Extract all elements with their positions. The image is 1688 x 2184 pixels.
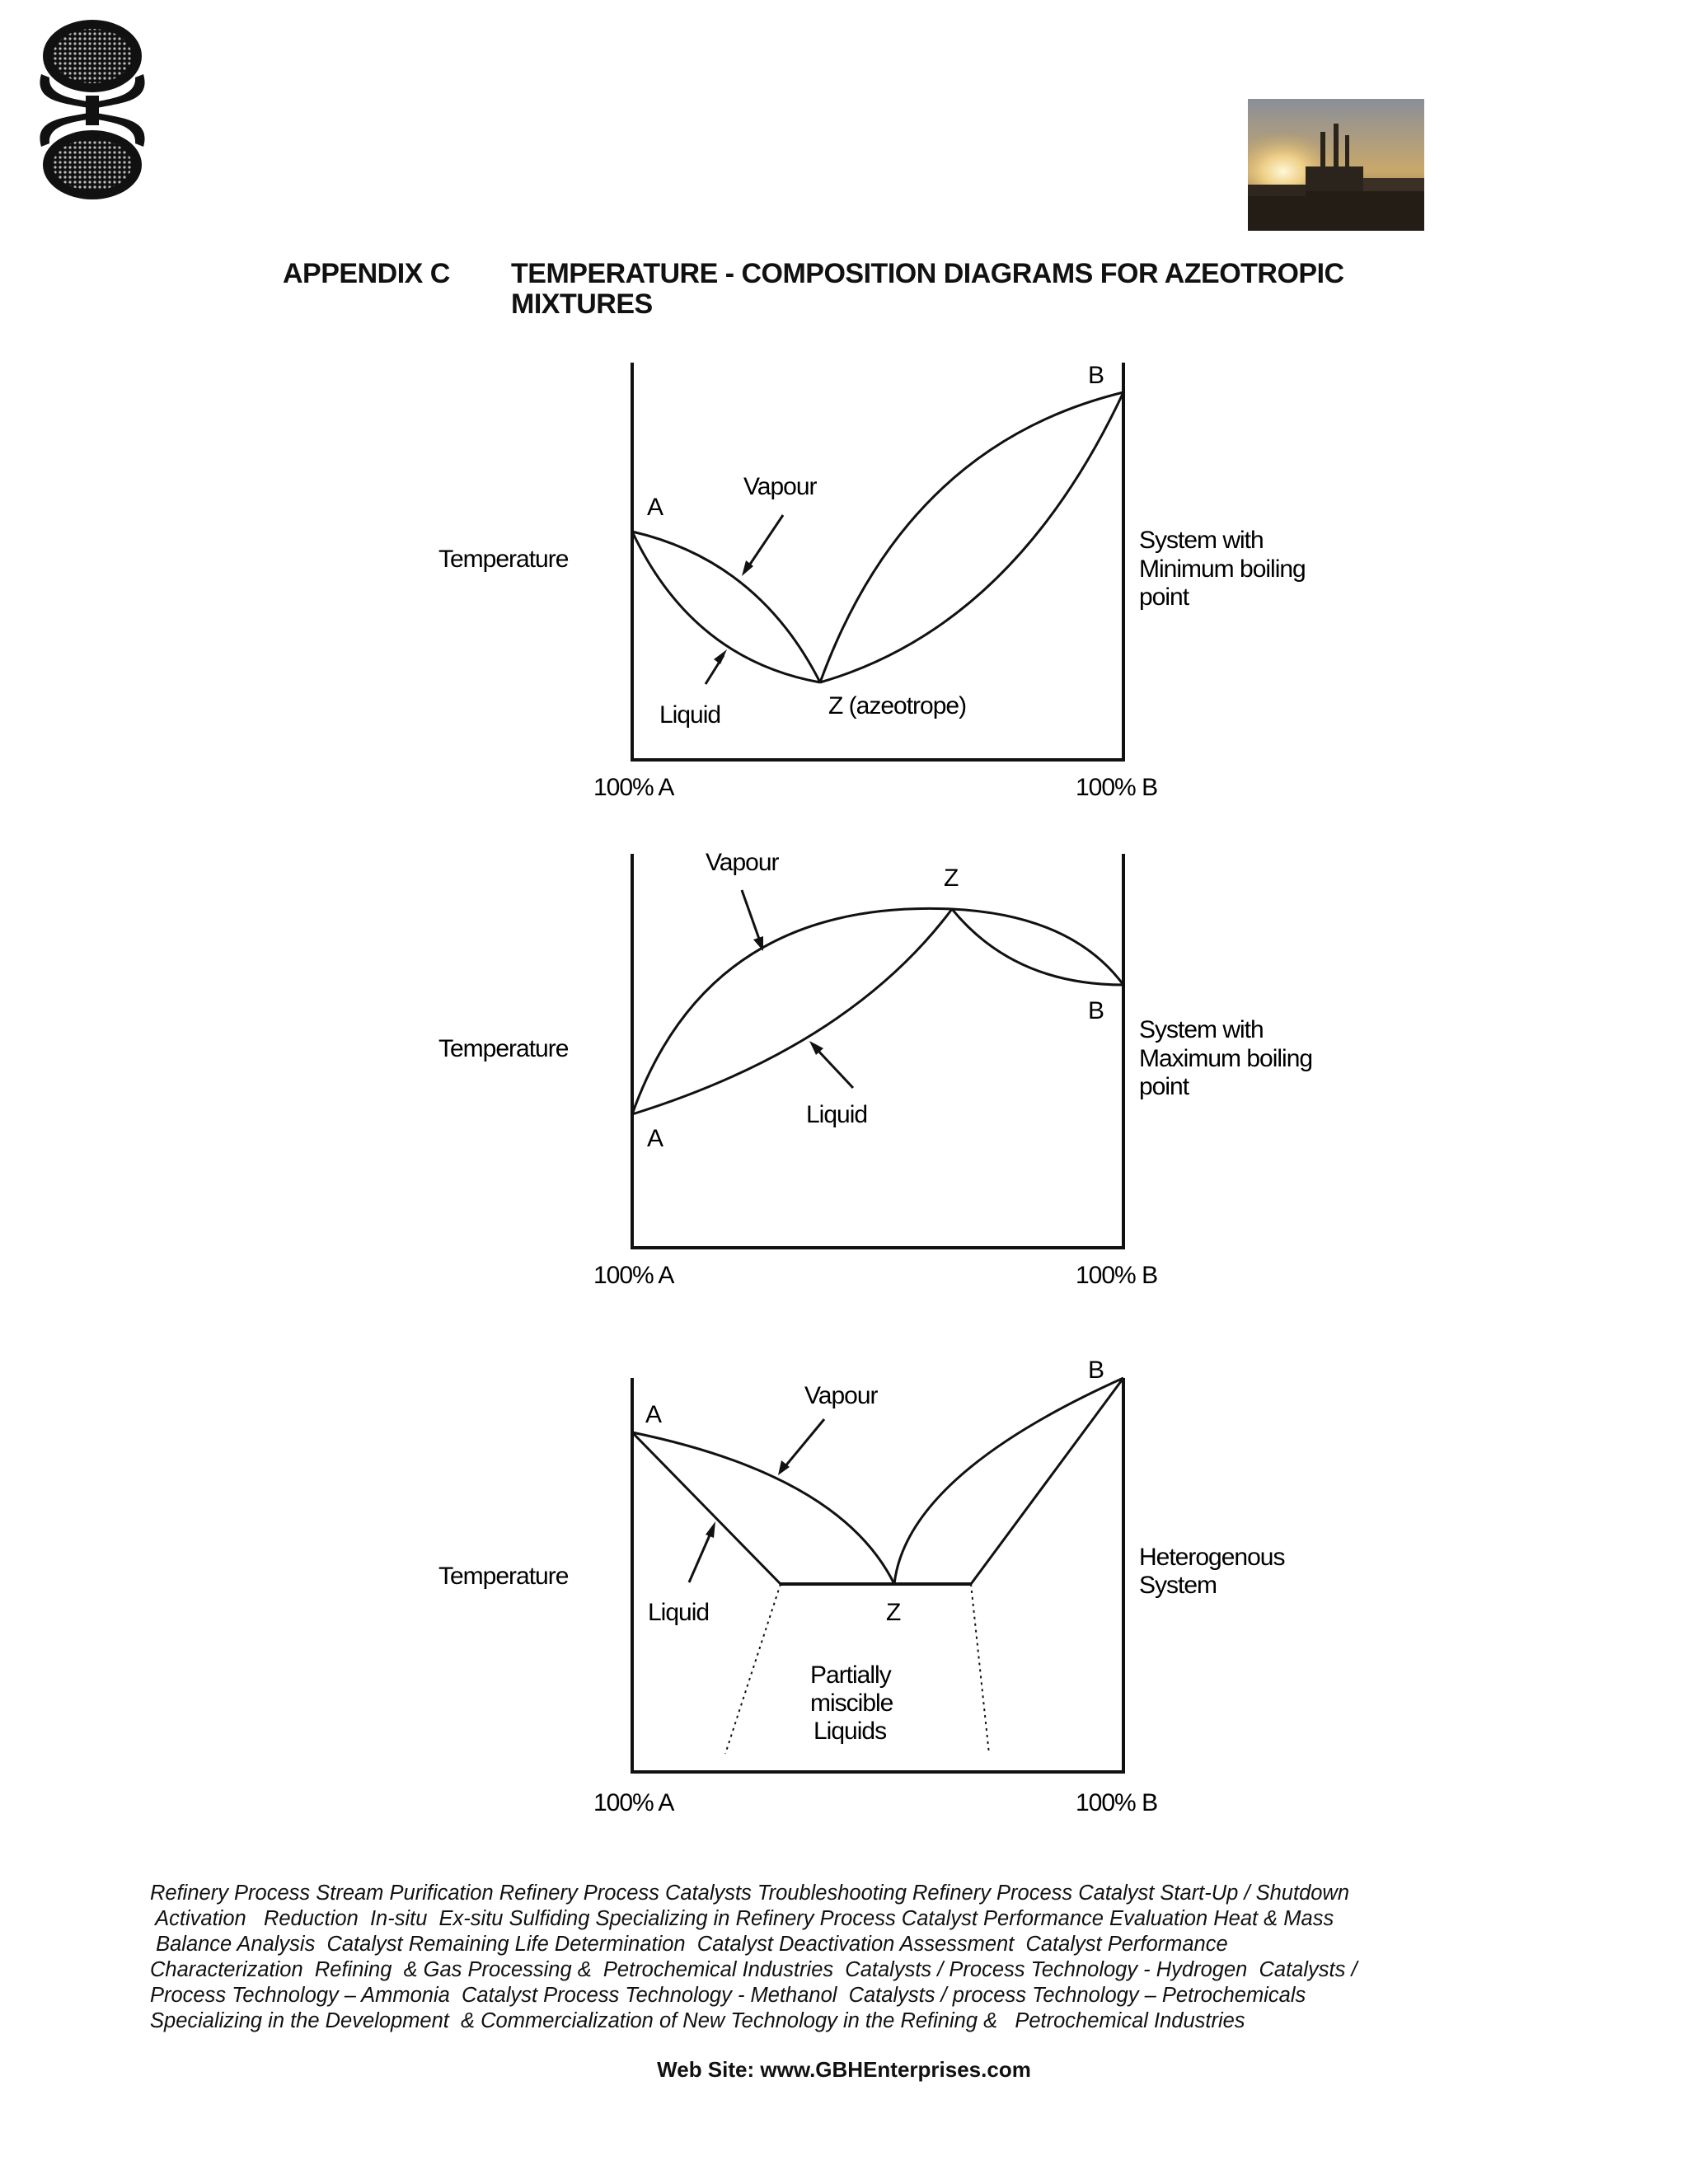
footer-line: Activation Reduction In-situ Ex-situ Sulfiding Specializing in Refinery Process Catalyst Performance Evaluation Heat & Mass (150, 1907, 1334, 1930)
diagram1-x-left: 100% A (593, 774, 674, 801)
footer-text (150, 1881, 1469, 2034)
diagram3-y-label: Temperature (438, 1563, 569, 1590)
diagram2-vapour-label: Vapour (706, 849, 779, 876)
refinery-photo (1248, 99, 1424, 231)
diagram3-x-right: 100% B (1076, 1789, 1158, 1816)
diagram1-point-z: Z (azeotrope) (828, 692, 967, 719)
diagram1-vapour-curve-right (820, 392, 1123, 682)
diagram3-vapour-arrow (785, 1419, 824, 1467)
diagram1-y-label: Temperature (438, 546, 569, 573)
diagram1-caption-line3: point (1139, 583, 1189, 611)
diagram1-vapour-curve-left (632, 532, 820, 682)
diagram1-x-right: 100% B (1076, 774, 1158, 801)
diagram2-point-b: B (1088, 997, 1104, 1024)
diagram3-vapour-curve-right (894, 1378, 1123, 1584)
diagram3-region-line2: miscible (810, 1690, 893, 1717)
diagram2-vapour-curve-right (952, 909, 1123, 985)
diagram3-solubility-left (725, 1584, 781, 1754)
diagram3-vapour-label: Vapour (804, 1382, 878, 1409)
diagram3-vapour-curve-left (632, 1432, 894, 1584)
diagram3-point-a: A (645, 1401, 662, 1428)
diagram2-caption-line3: point (1139, 1073, 1189, 1100)
diagram1-point-b: B (1088, 362, 1104, 389)
appendix-title-line1: TEMPERATURE - COMPOSITION DIAGRAMS FOR AZEOTROPIC (511, 258, 1344, 289)
diagram3-region-line3: Liquids (814, 1718, 887, 1745)
gbh-logo-icon (33, 16, 152, 202)
diagram2-vapour-curve-left (632, 908, 952, 1114)
footer-line: Process Technology – Ammonia Catalyst Process Technology - Methanol Catalysts / process Technology – Petrochemicals (150, 1984, 1306, 2007)
diagram1-vapour-label: Vapour (743, 473, 817, 500)
diagram2-liquid-arrow (816, 1048, 853, 1088)
diagram2-point-z: Z (944, 865, 959, 892)
diagram1-vapour-arrow (746, 515, 783, 570)
appendix-title-line2: MIXTURES (511, 288, 653, 320)
diagram2-liquid-curve-right (952, 909, 1123, 985)
diagram2-caption-line2: Maximum boiling (1139, 1045, 1313, 1072)
appendix-label: APPENDIX C (283, 258, 450, 289)
diagram3-point-b: B (1088, 1357, 1104, 1384)
diagram1-caption-line2: Minimum boiling (1139, 555, 1306, 583)
diagram1-liquid-curve-left (632, 532, 820, 682)
footer-line: Characterization Refining & Gas Processing & Petrochemical Industries Catalysts / Process Technology - Hydrogen Catalysts / (150, 1958, 1357, 1981)
diagram3-liquid-line-right (971, 1378, 1123, 1584)
diagram1-liquid-label: Liquid (659, 701, 721, 729)
footer-line: Refinery Process Stream Purification Refinery Process Catalysts Troubleshooting Refinery Process Catalyst Start-Up / Shutdown (150, 1882, 1350, 1905)
diagram1-caption-line1: System with (1139, 527, 1264, 554)
diagram3-caption-line1: Heterogenous (1139, 1544, 1285, 1571)
diagram2-caption-line1: System with (1139, 1016, 1264, 1043)
diagram2-liquid-label: Liquid (806, 1101, 868, 1128)
footer-line: Balance Analysis Catalyst Remaining Life Determination Catalyst Deactivation Assessment Catalyst Performance (150, 1933, 1228, 1956)
diagram2-point-a: A (647, 1125, 663, 1152)
min-boiling-diagram (0, 346, 1688, 816)
footer-line: Specializing in the Development & Commercialization of New Technology in the Refining & Petrochemical Industries (150, 2009, 1245, 2032)
diagram2-liquid-curve-left (632, 909, 952, 1114)
diagram3-region-line1: Partially (810, 1661, 891, 1689)
diagram2-frame (632, 854, 1123, 1248)
website-link[interactable]: Web Site: www.GBHEnterprises.com (657, 2057, 1031, 2082)
diagram2-x-right: 100% B (1076, 1262, 1158, 1289)
diagram3-solubility-right (971, 1584, 989, 1754)
diagram3-liquid-label: Liquid (648, 1599, 710, 1626)
diagram2-vapour-arrow (742, 890, 760, 941)
diagram3-caption-line2: System (1139, 1572, 1217, 1599)
diagram3-liquid-line-left (632, 1432, 781, 1584)
diagram2-x-left: 100% A (593, 1262, 674, 1289)
diagram1-liquid-curve-right (820, 392, 1123, 682)
max-boiling-diagram (0, 841, 1688, 1310)
heterogenous-diagram (0, 1343, 1688, 1821)
diagram3-point-z: Z (886, 1599, 901, 1626)
diagram1-point-a: A (647, 494, 663, 521)
diagram3-x-left: 100% A (593, 1789, 674, 1816)
diagram2-y-label: Temperature (438, 1035, 569, 1062)
diagram3-liquid-arrow (689, 1530, 712, 1582)
